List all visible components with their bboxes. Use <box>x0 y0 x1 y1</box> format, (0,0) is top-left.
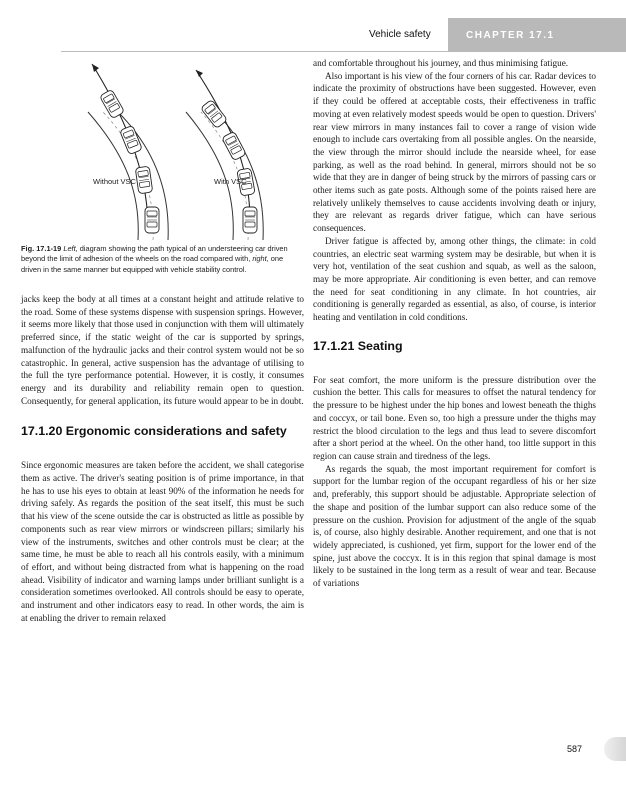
figure-vsc-diagram <box>68 52 300 240</box>
page-edge-tab <box>604 737 626 761</box>
caption-text-part2: one driven in the same manner but equipped with vehicle stability control. <box>21 254 284 274</box>
right-column <box>313 57 596 590</box>
caption-text-part1: diagram showing the path typical of an understeering car driven beyond the limit of adhesion of the wheels on the road compared with, <box>21 244 288 264</box>
caption-figure-number: Fig. 17.1-19 <box>21 244 62 253</box>
section-heading-17-1-20: 17.1.20 Ergonomic considerations and safety <box>21 424 287 439</box>
cars-with-vsc <box>200 99 257 233</box>
caption-right-word: right, <box>252 254 269 264</box>
caption-left-word: Left, <box>63 244 78 253</box>
figure-caption <box>21 244 304 275</box>
chapter-tab: CHAPTER 17.1 <box>448 18 626 52</box>
right-paragraph-2: Also important is his view of the four corners of his car. Radar devices to indicate the proximity of obstructions have been suggested. However, even if they could be offered at acceptable costs, their effectiveness in traffic moving at even relatively modest speeds would be open to question. Drivers' rear view mirrors in many instances fail to cover a range of vision wide enough to include cars overtaking from all possible angles. On the nearside, the view through the mirror should include the nearside wheel, for ease parking, as well as the road behind. In general, mirrors should not be so wide that they are in danger of being struck by the mirrors of passing cars or other items such as gate posts. Although some of the points raised here are relatively unlikely themselves to cause accidents involving death or injury, they are relevant as regards driver fatigue, which can have serious consequences. <box>313 70 596 234</box>
label-with-vsc: With VSC <box>214 177 247 186</box>
left-paragraph-1: jacks keep the body at all times at a constant height and attitude relative to the road. Some of these systems dispense with suspension springs. However, it seems more likely that those used in conjunction with them will ultimately preferred since, if the static weight of the car is supported by springs, malfunction of the hydraulic jacks and their control system would not be so catastrophic. In general, active suspension has the advantage of utilising to the full the tyre performance potential. However, it is costly, it consumes energy and its durability and reliability remain open to question. Consequently, for general application, its future would appear to be in doubt. <box>21 294 304 406</box>
cars-without-vsc <box>99 89 159 233</box>
right-paragraph-4: For seat comfort, the more uniform is the pressure distribution over the cushion the better. This calls for measures to offset the natural tendency for the pressure to be highest under the hip bones and lowest beneath the thighs and coccyx, or tail bone. Even so, too high a pressure under the thighs may restrict the blood circulation to the legs and thus lead to severe discomfort after a short period at the wheel. On the other hand, too little support in this region can cause strain and tiredness of the legs. <box>313 374 596 461</box>
right-paragraph-1: and comfortable throughout his journey, and thus minimising fatigue. <box>313 58 569 68</box>
right-paragraph-5: As regards the squab, the most important requirement for comfort is support for the lumbar region of the occupant regardless of his or her size and, preferably, this support should be adjustable. Appropriate selection of the shape and position of the lumbar support can also reduce some of the pressure on the cushion. Provision for adjustment of the angle of the squab is, of course, also highly desirable. Another requirement, and one that is not widely appreciated, is cushioned, yet firm, support for the lower end of the spine, just above the coccyx. It is in this region that spinal damage is most likely to be sustained in the long term as a result of wear and tear. Because of variations <box>313 463 596 589</box>
running-header-title: Vehicle safety <box>369 29 431 40</box>
label-without-vsc: Without VSC <box>93 177 136 186</box>
right-paragraph-3: Driver fatigue is affected by, among other things, the climate: in cold countries, an electric seat warming system may be desirable, but when it is very hot, ventilation of the seat cushion and squab, as well as the saloon, may be more appropriate. Air conditioning is even better, and can remove the need for seat conditioning in any climate. In hot countries, air conditioning is generally regarded as essential, as also, of course, is interior heating and ventilation in cold conditions. <box>313 235 596 323</box>
page-number: 587 <box>567 744 583 754</box>
left-paragraph-2: Since ergonomic measures are taken before the accident, we shall categorise them as active. The driver's seating position is of prime importance, in that he has to use his eyes to obtain at least 90% of the information he needs for driving safely. As regards the position of the seat itself, this must be such that his view of the scene outside the car is obstructed as little as possible by components such as rear view mirrors or windscreen pillars; similarly his view of the instruments, switches and other controls must be clear; at the same time, he must be able to reach all his controls easily, with a minimum of effort, and without being distracted from what is happening on the road ahead. Visibility of indicator and warning lamps under brilliant sunlight is a consideration sometimes overlooked. All controls should be easy to operate, and instrument and other indicators easy to read. In other words, the aim is at enabling the driver to remain relaxed <box>21 460 304 623</box>
vsc-diagram-svg <box>68 52 300 240</box>
left-column <box>21 293 304 624</box>
section-heading-17-1-21: 17.1.21 Seating <box>313 338 403 353</box>
